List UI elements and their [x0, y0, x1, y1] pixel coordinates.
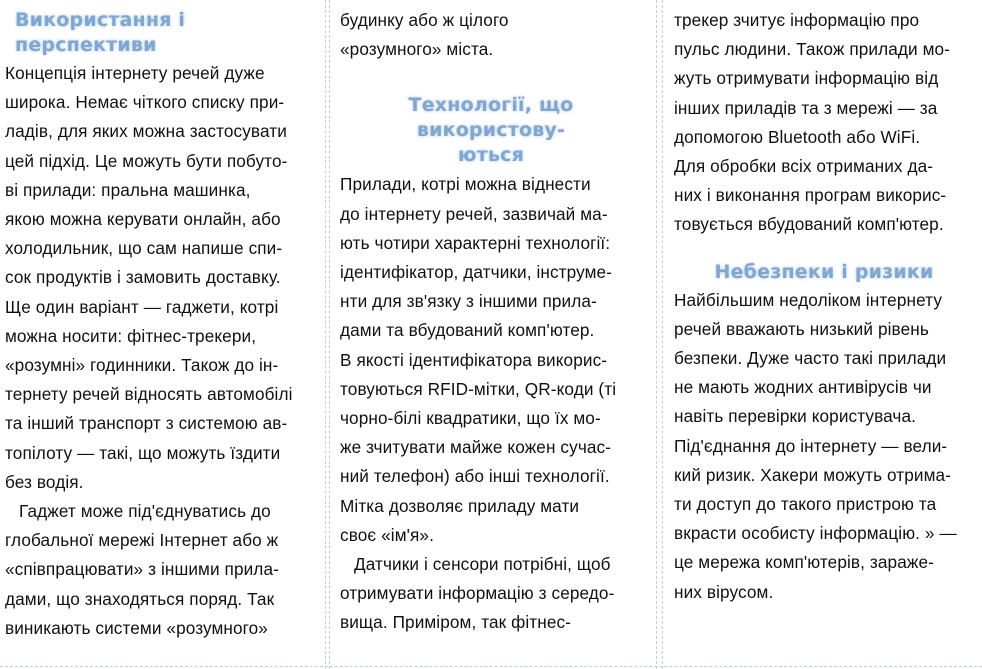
paragraph-usage-concept: Концепція інтернету речей дуже широка. Немає чіткого списку при- ладів, для яких можна застосувати цей підхід. Це можуть бути побуто- ві прилади: пральна машинка, якою можна керувати онлайн, або холодильник, що сам напише спи- сок продуктів і замовить доставку. Ще один варіант — гаджети, котрі можна носити: фітнес-трекери, «розумні» годинники. Також до ін- тернету речей відносять автомобілі та інший транспорт з системою ав- топілоту — такі, що можуть їздити без водія.: [5, 63, 293, 492]
column-separator-left: [325, 0, 326, 669]
paragraph-usage-continued: будинку або ж цілого «розумного» міста.: [340, 10, 509, 60]
paragraph-usage-gadget: Гаджет може під'єднуватись до глобальної мережі Інтернет або ж «співпрацювати» з іншими прила- дами, що знаходяться поряд. Так виникають системи «розумного»: [5, 501, 279, 638]
column-1: [0, 0, 322, 669]
paragraph-risks: Найбільшим недоліком інтернету речей вважають низький рівень безпеки. Дуже часто такі прилади не мають жодних антивірусів чи навіть перевірки користувача. Під'єднання до інтернету — вели- кий ризик. Хакери можуть отрима- ти доступ до такого пристрою та вкрасти особисту інформацію. » — це мережа комп'ютерів, зараже- них вірусом.: [674, 289, 957, 602]
section-heading-risks: Небезпеки і ризики: [714, 260, 934, 283]
section-heading-technologies: Технології, що використову- ються: [408, 94, 574, 167]
column-2: [330, 0, 652, 669]
section-heading-usage: Використання і перспективи: [15, 9, 186, 56]
paragraph-technologies-sensors: Датчики і сенсори потрібні, щоб отримувати інформацію з середо- вища. Приміром, так фітнес-: [340, 554, 615, 633]
column-3: [662, 0, 982, 669]
paragraph-technologies-continued: трекер зчитує інформацію про пульс людини. Також прилади мо- жуть отримувати інформацію від інших приладів та з мережі — за допомогою Bluetooth або WiFi. Для обробки всіх отриманих да- них і виконання програм викорис- товується вбудований комп'ютер.: [674, 10, 950, 235]
column-separator-middle-2: [656, 0, 657, 669]
paragraph-technologies-overview: Прилади, котрі можна віднести до інтернету речей, зазвичай ма- ють чотири характерні технології: ідентифікатор, датчики, інструме- нти для зв'язку з іншими прила- дами та вбудований комп'ютер. В якості ідентифікатора викорис- товуються RFID-мітки, QR-коди (ті чорно-білі квадратики, що їх мо- же зчитувати майже кожен сучас- ний телефон) або інші технології. Мітка дозволяє приладу мати своє «ім'я».: [340, 174, 617, 545]
